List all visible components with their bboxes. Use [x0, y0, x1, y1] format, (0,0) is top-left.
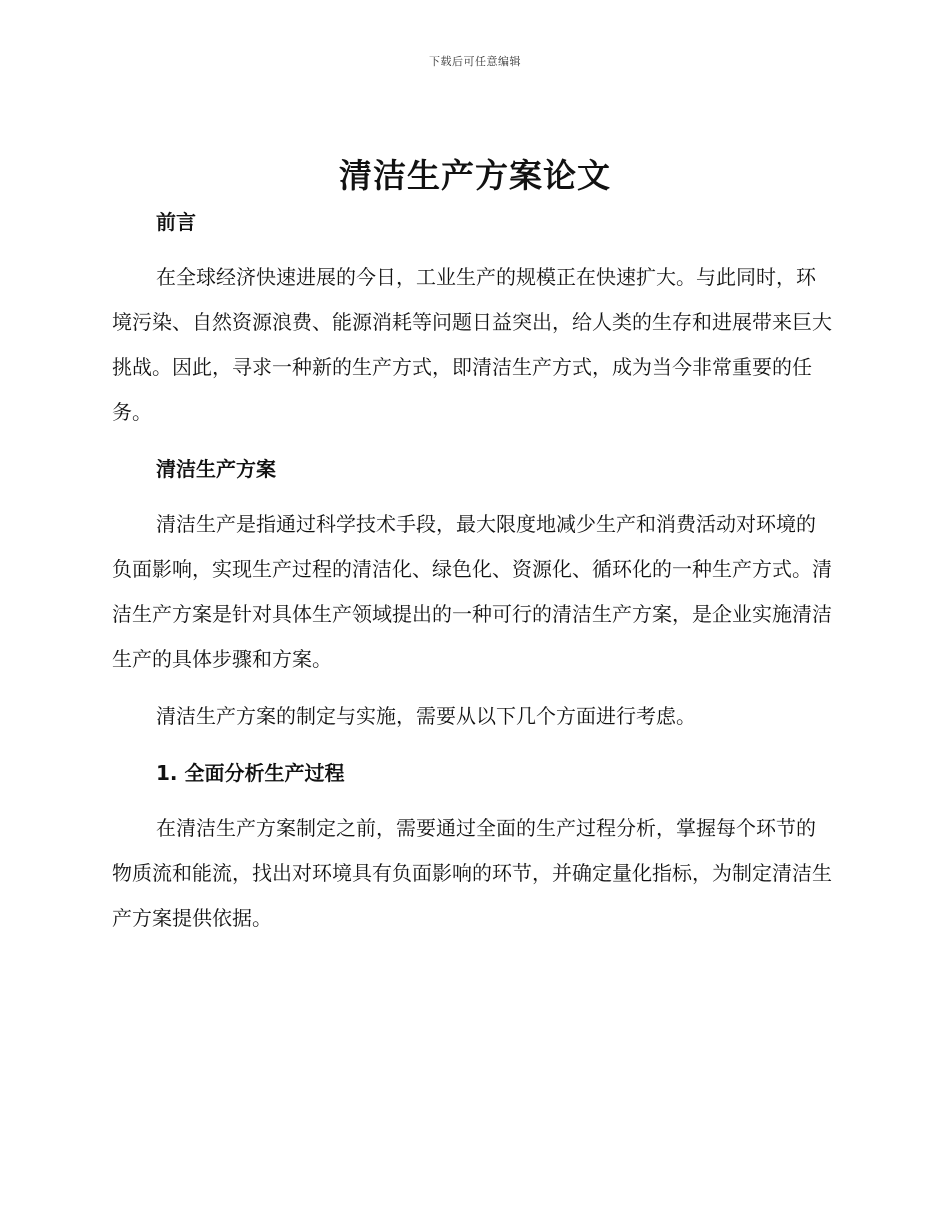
clean-production-considerations-paragraph: 清洁生产方案的制定与实施，需要从以下几个方面进行考虑。	[156, 704, 696, 728]
document-title: 清洁生产方案论文	[339, 156, 611, 195]
preface-paragraph: 在全球经济快速进展的今日，工业生产的规模正在快速扩大。与此同时，环境污染、自然资源浪费、能源消耗等问题日益突出，给人类的生存和进展带来巨大挑战。因此，寻求一种新的生产方式，即清洁生产方式，成为当今非常重要的任务。	[112, 265, 832, 424]
process-analysis-paragraph: 在清洁生产方案制定之前，需要通过全面的生产过程分析，掌握每个环节的物质流和能流，找出对环境具有负面影响的环节，并确定量化指标，为制定清洁生产方案提供依据。	[112, 816, 832, 930]
clean-production-definition-paragraph: 清洁生产是指通过科学技术手段，最大限度地减少生产和消费活动对环境的负面影响，实现生产过程的清洁化、绿色化、资源化、循环化的一种生产方式。清洁生产方案是针对具体生产领域提出的一种可行的清洁生产方案，是企业实施清洁生产的具体步骤和方案。	[112, 512, 832, 671]
page-header-note: 下载后可任意编辑	[429, 55, 521, 68]
section-heading-preface: 前言	[156, 210, 196, 234]
section-heading-process-analysis: 1. 全面分析生产过程	[156, 761, 345, 785]
document-body	[112, 200, 832, 941]
section-heading-clean-production-plan: 清洁生产方案	[156, 457, 276, 481]
